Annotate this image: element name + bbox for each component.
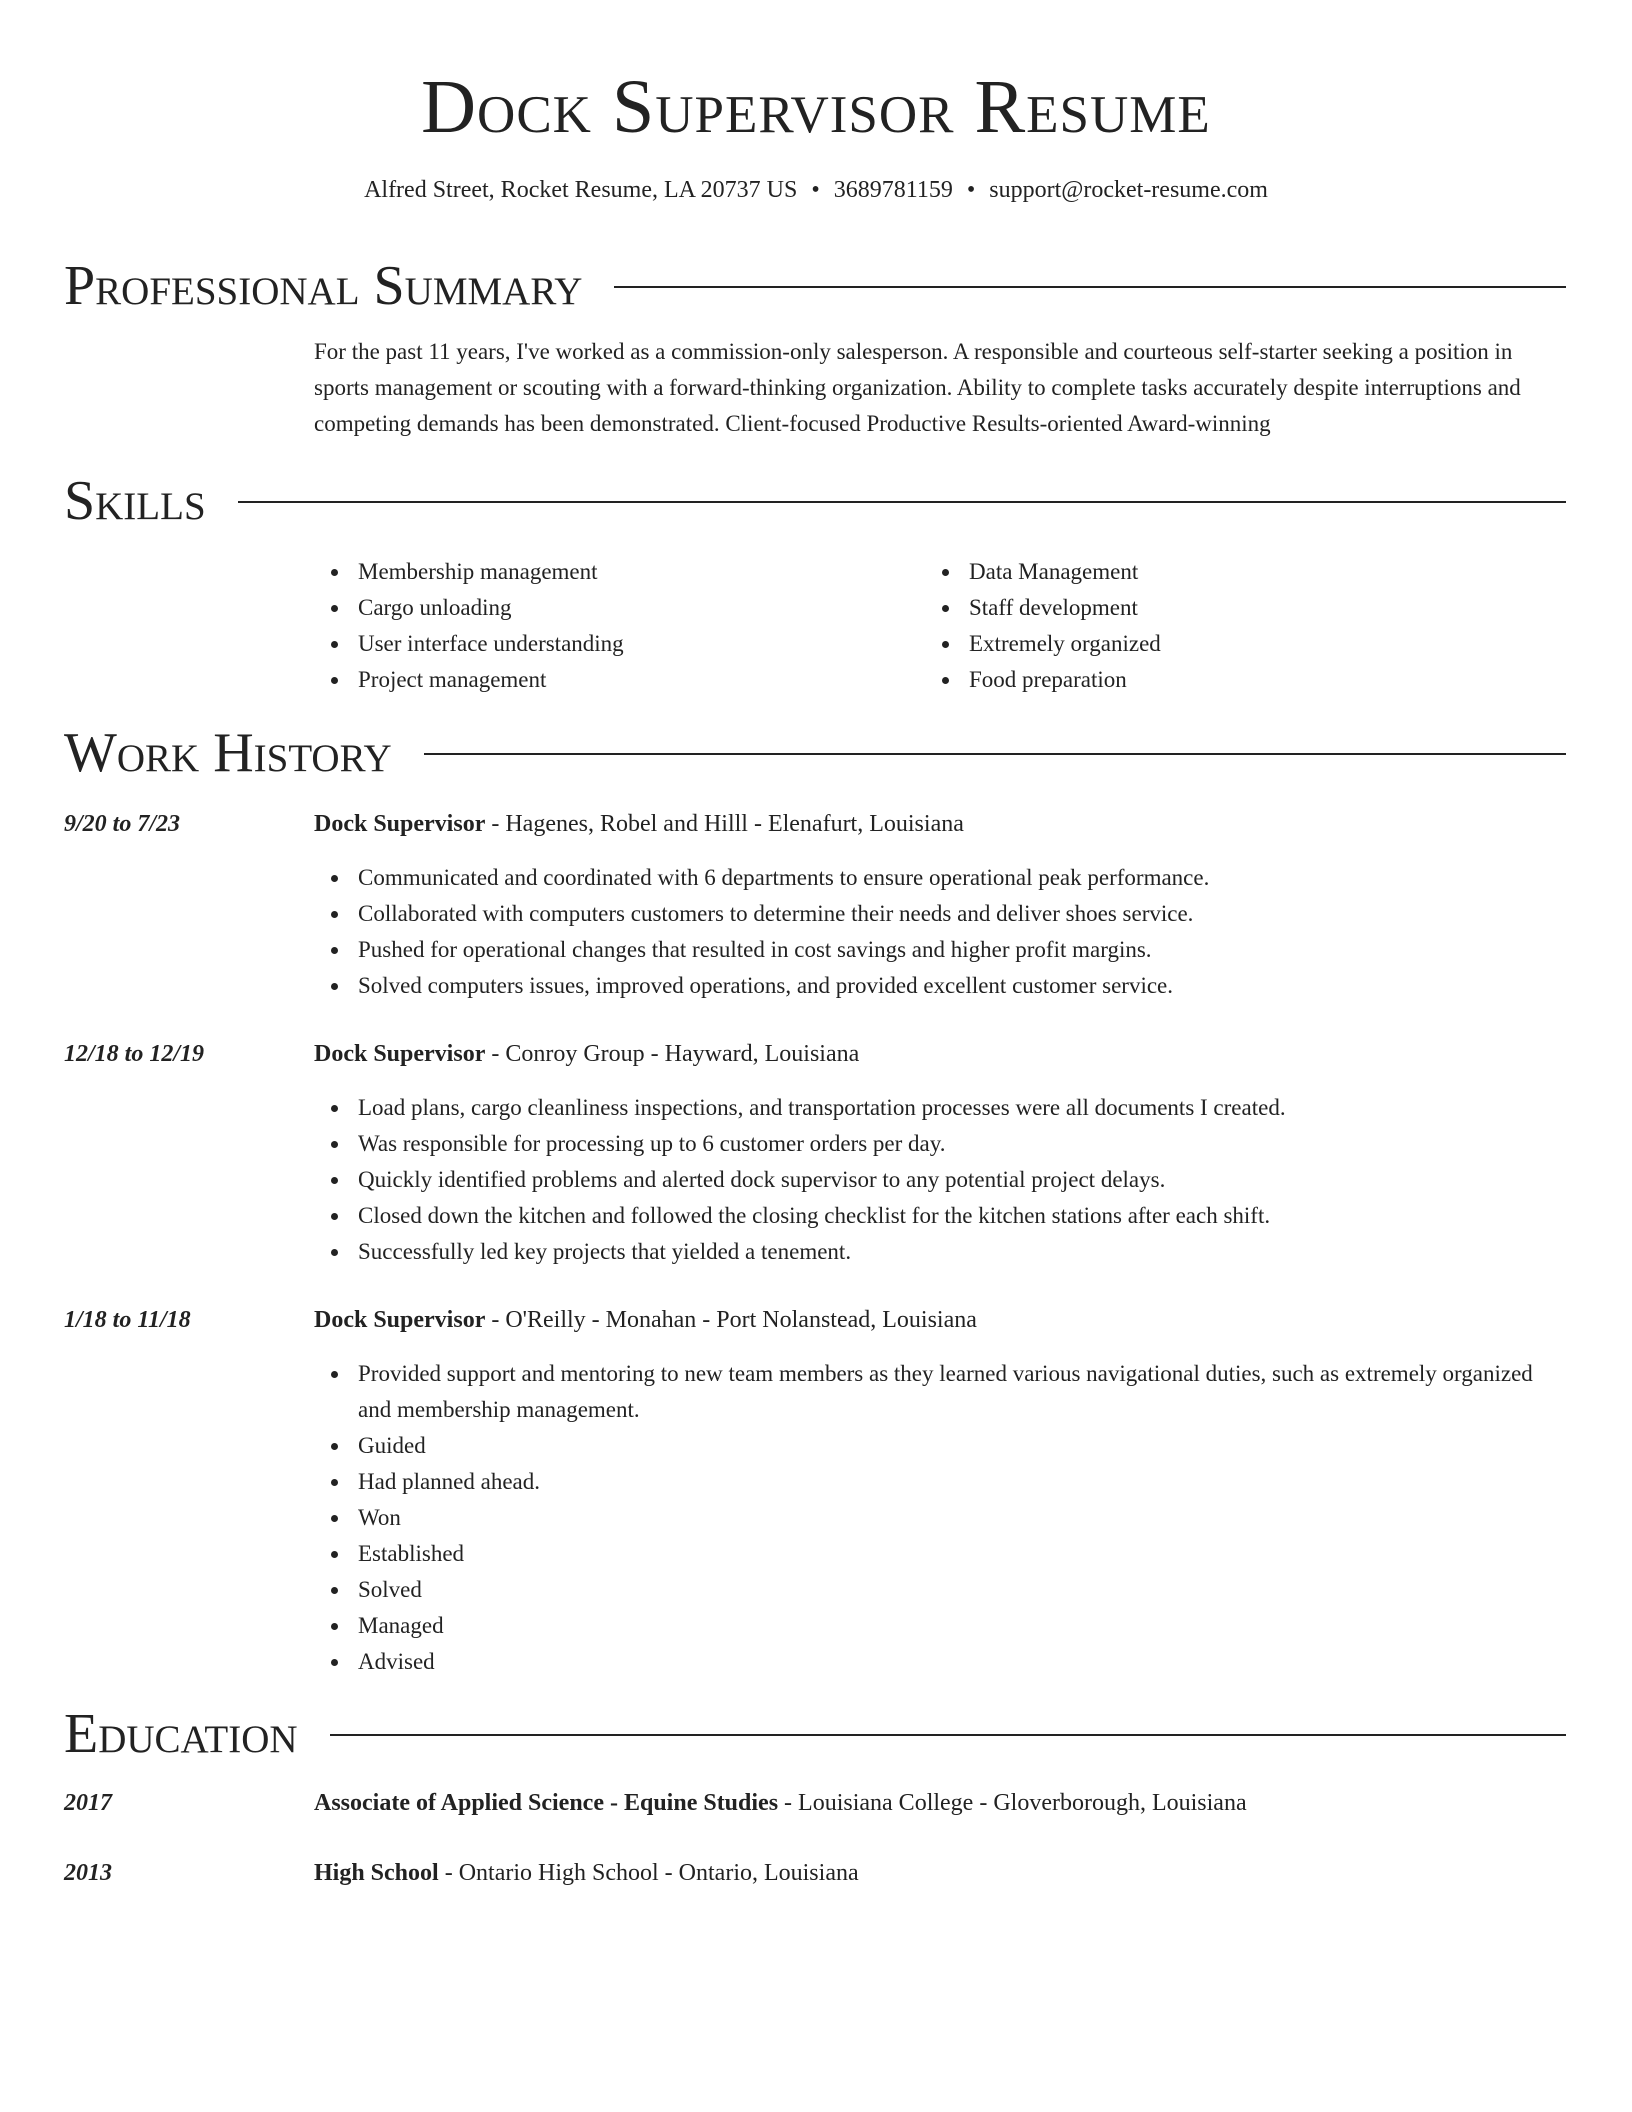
job-dates: 12/18 to 12/19 — [64, 1041, 205, 1067]
contact-line — [0, 174, 1632, 206]
job-bullets — [314, 860, 1566, 1004]
job-bullet: Pushed for operational changes that resulted in cost savings and higher profit margins. — [314, 932, 1566, 968]
job-detail: - Conroy Group - Hayward, Louisiana — [485, 1041, 860, 1067]
job-bullet: Collaborated with computers customers to determine their needs and deliver shoes service. — [314, 896, 1566, 932]
education-year: 2017 — [64, 1790, 112, 1816]
summary-section-header — [64, 251, 1566, 321]
contact-separator: • — [966, 177, 976, 203]
education-heading: Education — [64, 1703, 298, 1765]
education-entry — [314, 1785, 1566, 1821]
contact-separator: • — [811, 177, 820, 203]
job-bullet: Established — [314, 1536, 1566, 1572]
skills-list-left — [314, 554, 914, 698]
education-degree: High School — [314, 1860, 439, 1886]
job-bullet: Guided — [314, 1428, 1566, 1464]
job-bullet: Quickly identified problems and alerted dock supervisor to any potential project delays. — [314, 1162, 1566, 1198]
education-section-header — [64, 1699, 1566, 1769]
skills-section-header — [64, 466, 1566, 536]
contact-phone: 3689781159 — [833, 177, 953, 203]
job-detail: - O'Reilly - Monahan - Port Nolanstead, Louisiana — [485, 1307, 977, 1333]
job-title: Dock Supervisor — [314, 811, 486, 837]
job-bullet: Provided support and mentoring to new team members as they learned various navigational duties, such as extremely organized and membership management. — [314, 1356, 1566, 1428]
education-entry — [314, 1855, 1566, 1891]
skill-item: Extremely organized — [925, 626, 1525, 662]
job-bullets — [314, 1356, 1566, 1680]
section-divider — [424, 753, 1566, 755]
job-heading — [314, 1302, 1566, 1338]
job-bullet: Solved computers issues, improved operations, and provided excellent customer service. — [314, 968, 1566, 1004]
job-heading — [314, 806, 1566, 842]
education-detail: - Louisiana College - Gloverborough, Louisiana — [778, 1790, 1247, 1816]
education-detail: - Ontario High School - Ontario, Louisiana — [438, 1860, 859, 1886]
skill-item: Project management — [314, 662, 914, 698]
section-divider — [330, 1734, 1566, 1736]
job-bullet: Managed — [314, 1608, 1566, 1644]
skill-item: Food preparation — [925, 662, 1525, 698]
job-heading — [314, 1036, 1566, 1072]
job-bullet: Successfully led key projects that yielded a tenement. — [314, 1234, 1566, 1270]
job-bullet: Load plans, cargo cleanliness inspections, and transportation processes were all documents I created. — [314, 1090, 1566, 1126]
job-bullets — [314, 1090, 1566, 1270]
job-bullet: Won — [314, 1500, 1566, 1536]
job-bullet: Had planned ahead. — [314, 1464, 1566, 1500]
work-section-header — [64, 718, 1566, 788]
skill-item: User interface understanding — [314, 626, 914, 662]
education-degree: Associate of Applied Science - Equine Studies — [314, 1790, 779, 1816]
job-dates: 9/20 to 7/23 — [64, 811, 181, 837]
page-title: Dock Supervisor Resume — [421, 65, 1211, 149]
job-bullet: Solved — [314, 1572, 1566, 1608]
job-bullet: Communicated and coordinated with 6 departments to ensure operational peak performance. — [314, 860, 1566, 896]
section-divider — [238, 501, 1566, 503]
skill-item: Cargo unloading — [314, 590, 914, 626]
skills-list-right — [925, 554, 1525, 698]
skill-item: Membership management — [314, 554, 914, 590]
summary-heading: Professional Summary — [64, 255, 583, 317]
job-bullet: Closed down the kitchen and followed the closing checklist for the kitchen stations after each shift. — [314, 1198, 1566, 1234]
summary-text: For the past 11 years, I've worked as a commission-only salesperson. A responsible and courteous self-starter seeking a position in sports management or scouting with a forward-thinking organization. Ability to complete tasks accurately despite interruptions and competing demands has been demonstrated. Client-focused Productive Results-oriented Award-winning — [314, 339, 1521, 436]
job-bullet: Advised — [314, 1644, 1566, 1680]
contact-address: Alfred Street, Rocket Resume, LA 20737 US — [364, 177, 798, 203]
job-title: Dock Supervisor — [314, 1307, 486, 1333]
skill-item: Staff development — [925, 590, 1525, 626]
job-detail: - Hagenes, Robel and Hilll - Elenafurt, Louisiana — [485, 811, 964, 837]
skills-heading: Skills — [64, 470, 206, 532]
section-divider — [614, 286, 1566, 288]
skill-item: Data Management — [925, 554, 1525, 590]
contact-email[interactable]: support@rocket-resume.com — [989, 177, 1268, 203]
job-dates: 1/18 to 11/18 — [64, 1307, 191, 1333]
job-bullet: Was responsible for processing up to 6 customer orders per day. — [314, 1126, 1566, 1162]
job-title: Dock Supervisor — [314, 1041, 486, 1067]
work-heading: Work History — [64, 722, 392, 784]
education-year: 2013 — [64, 1860, 112, 1886]
